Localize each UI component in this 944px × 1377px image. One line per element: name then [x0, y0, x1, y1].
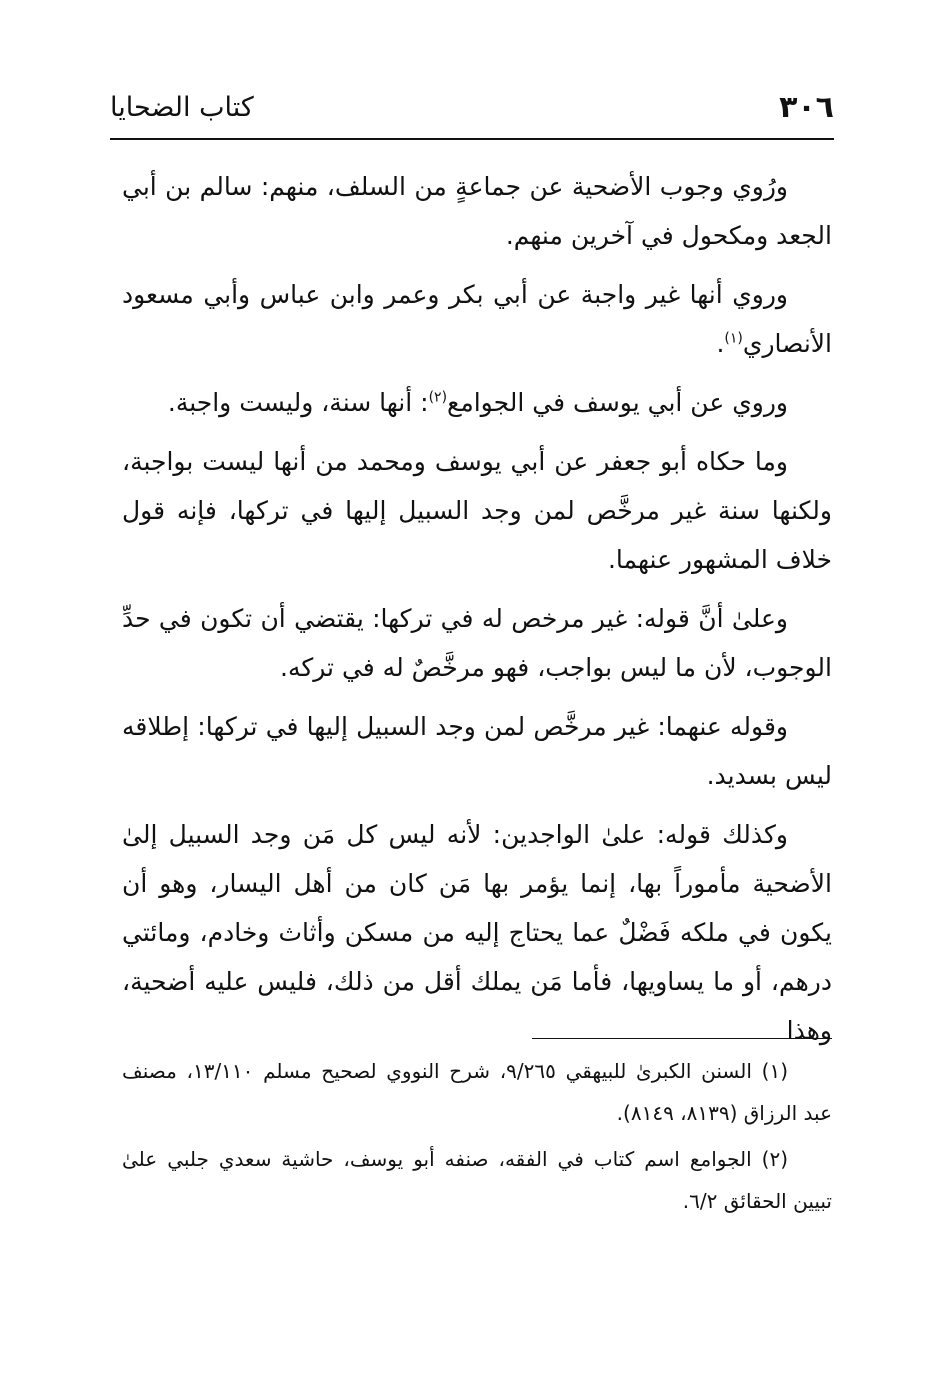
page-number: ٣٠٦: [779, 90, 834, 125]
paragraph-3-text-a: وروي عن أبي يوسف في الجوامع: [447, 388, 788, 417]
paragraph-3-text-b: : أنها سنة، وليست واجبة.: [167, 388, 429, 417]
paragraph-2-end: .: [716, 329, 725, 358]
paragraph-1: ورُوي وجوب الأضحية عن جماعةٍ من السلف، منهم: سالم بن أبي الجعد ومكحول في آخرين منهم.: [122, 172, 832, 250]
main-text: [122, 162, 832, 1055]
footnote-ref-1: (١): [724, 330, 743, 347]
paragraph-5: وعلىٰ أنَّ قوله: غير مرخص له في تركها: يقتضي أن تكون في حدِّ الوجوب، لأن ما ليس بواجب، فهو مرخَّصٌ له في تركه.: [122, 604, 832, 682]
paragraph-7: وكذلك قوله: علىٰ الواجدين: لأنه ليس كل مَن وجد السبيل إلىٰ الأضحية مأموراً بها، إنما يؤمر بها مَن كان من أهل اليسار، وهو أن يكون في ملكه فَضْلٌ عما يحتاج إليه من مسكن وأثاث وخادم، ومائتي درهم، أو ما يساويها، فأما مَن يملك أقل من ذلك، فليس عليه أضحية، وهذا: [122, 820, 832, 1045]
paragraph-3: [122, 378, 832, 427]
paragraph-4: وما حكاه أبو جعفر عن أبي يوسف ومحمد من أنها ليست بواجبة، ولكنها سنة غير مرخَّص لمن وجد السبيل إليها في تركها، فإنه قول خلاف المشهور عنهما.: [122, 447, 832, 574]
footnote-1: (١) السنن الكبرىٰ للبيهقي ٩/٢٦٥، شرح النووي لصحيح مسلم ١٣/١١٠، مصنف عبد الرزاق (٨١٣٩، ٨١٤٩).: [122, 1059, 832, 1125]
footnotes: [122, 1050, 832, 1226]
footnote-separator: [532, 1038, 832, 1039]
header-rule: [110, 138, 834, 140]
page-header: [110, 88, 834, 128]
paragraph-2-text: وروي أنها غير واجبة عن أبي بكر وعمر وابن عباس وأبي مسعود الأنصاري: [122, 280, 832, 358]
paragraph-2: [122, 270, 832, 368]
paragraph-6: وقوله عنهما: غير مرخَّص لمن وجد السبيل إليها في تركها: إطلاقه ليس بسديد.: [122, 712, 832, 790]
running-title: كتاب الضحايا: [110, 92, 254, 123]
footnote-2: (٢) الجوامع اسم كتاب في الفقه، صنفه أبو يوسف، حاشية سعدي جلبي علىٰ تبيين الحقائق ٦/٢.: [122, 1147, 832, 1213]
footnote-ref-2: (٢): [428, 389, 448, 406]
